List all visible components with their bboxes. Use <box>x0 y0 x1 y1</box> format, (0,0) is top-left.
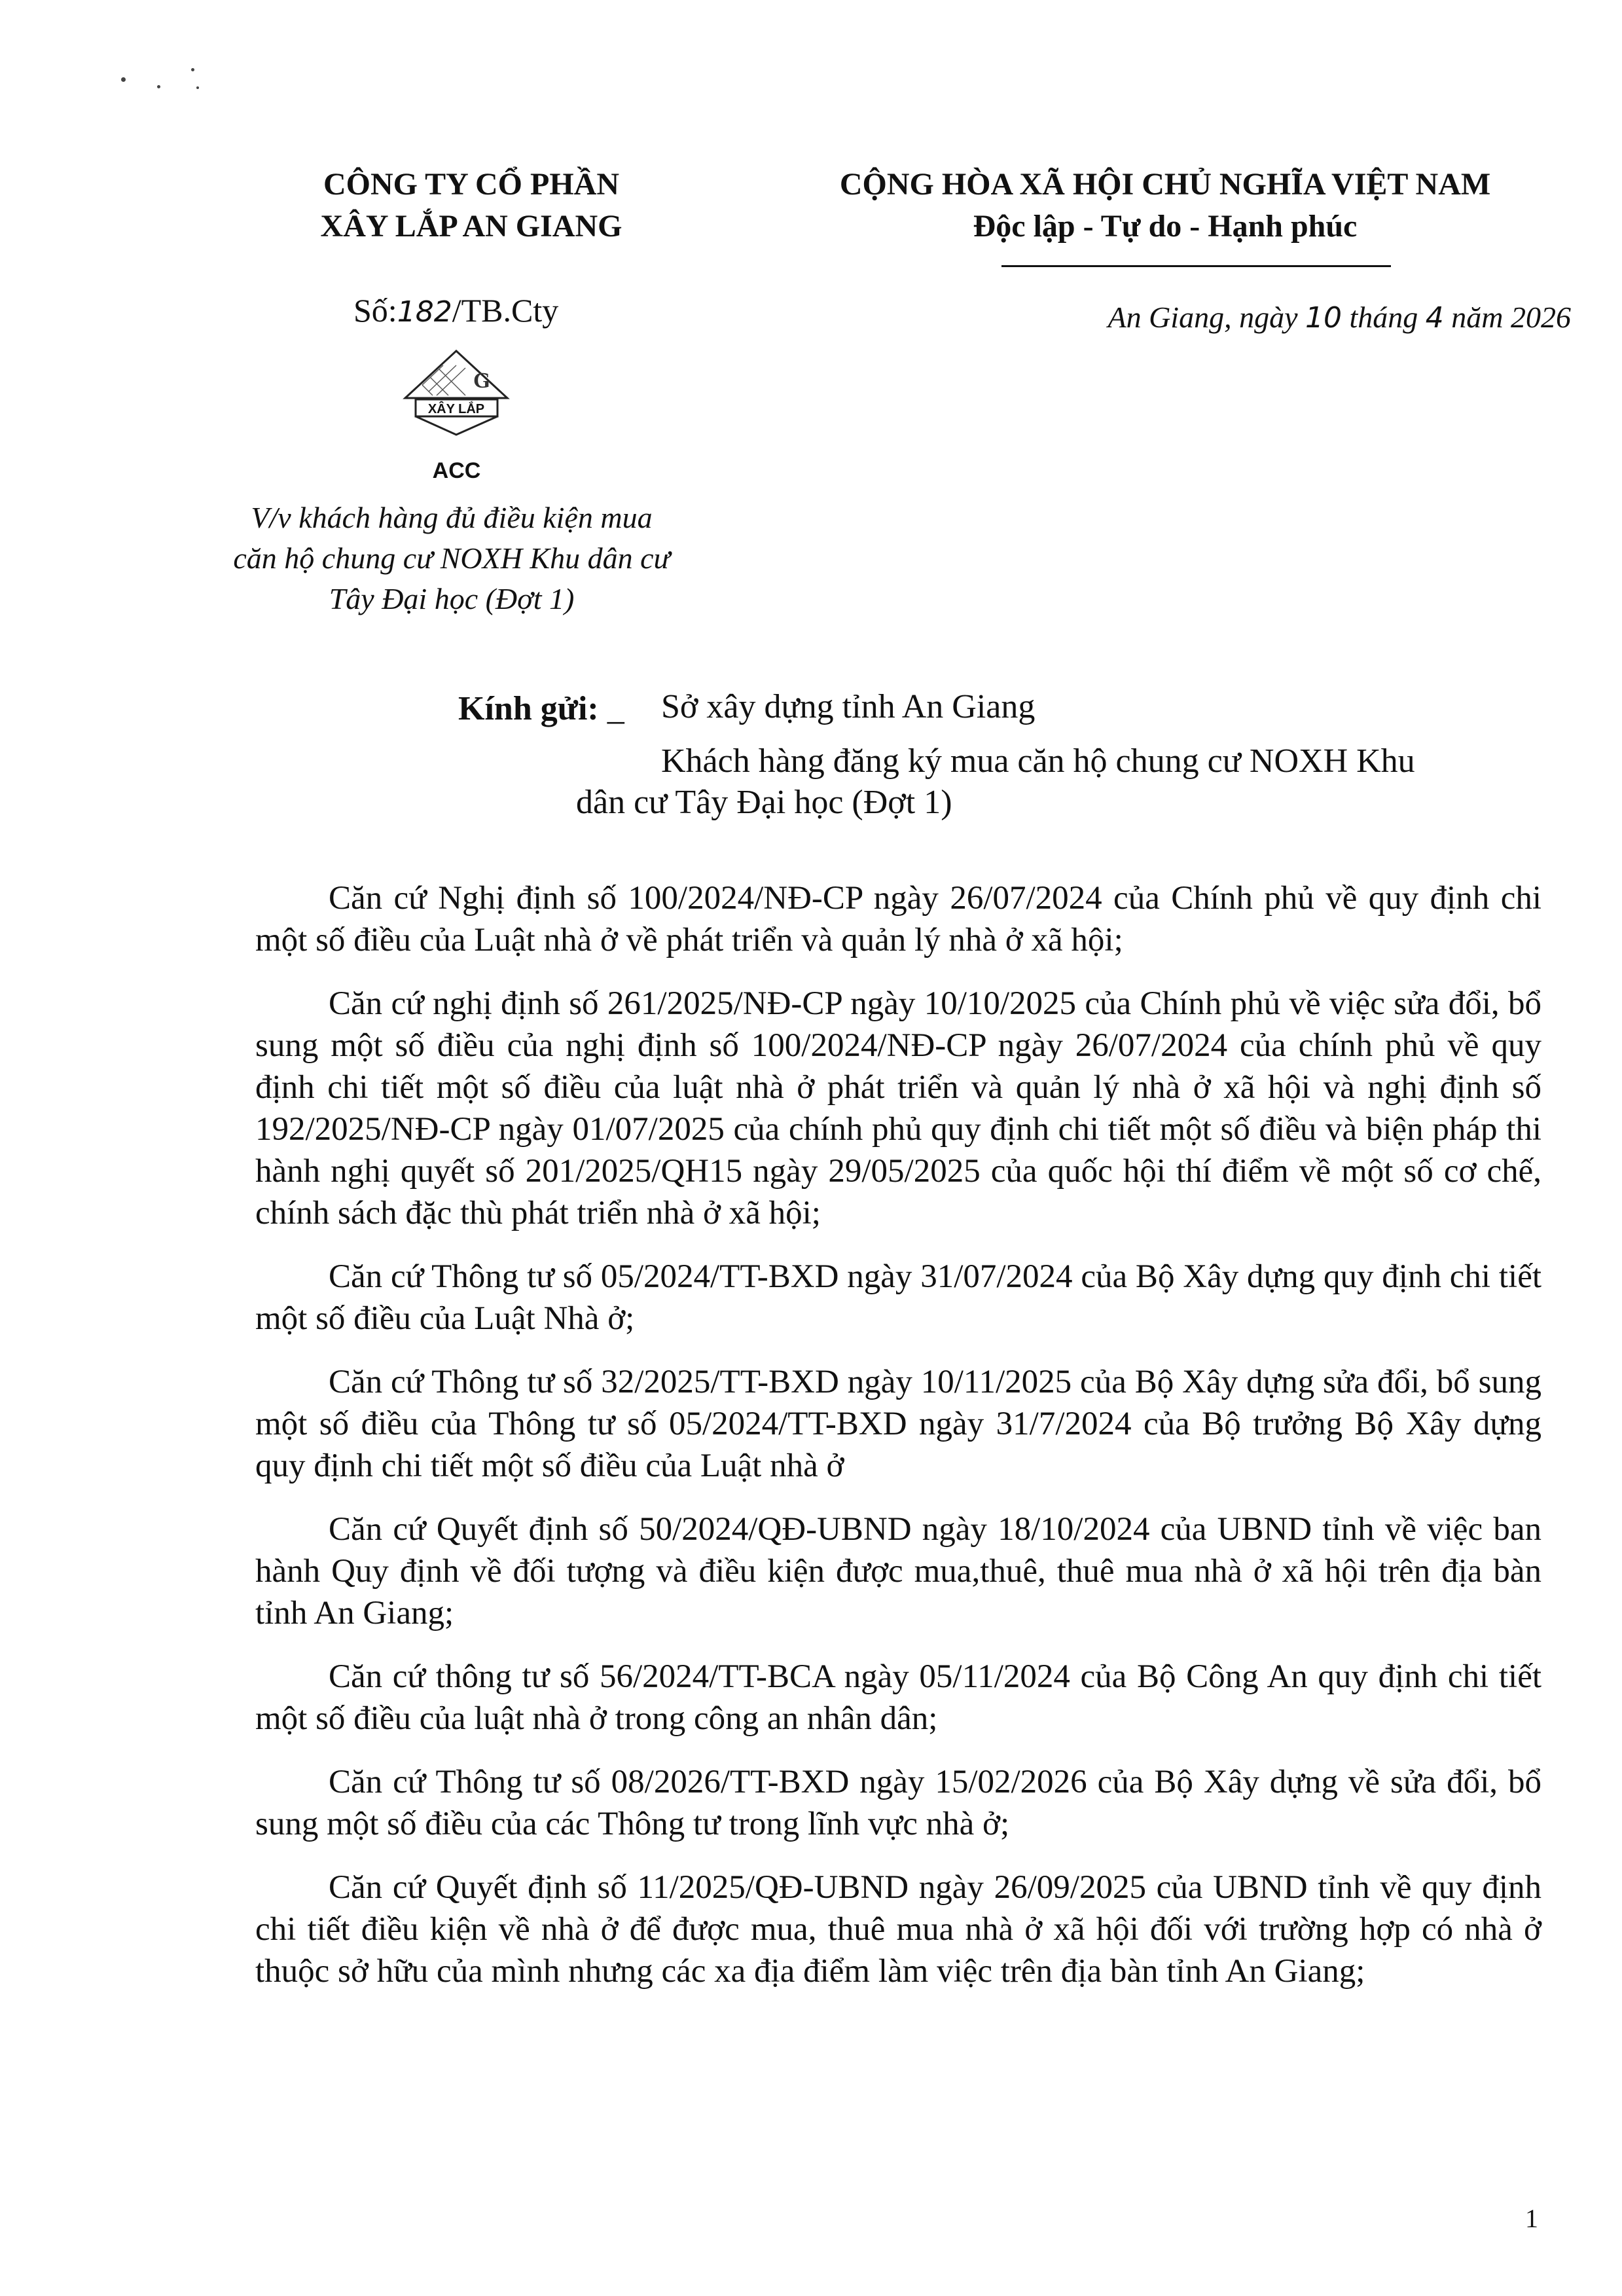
date-day: 10 <box>1305 301 1342 335</box>
page-number: 1 <box>1525 2204 1538 2233</box>
national-header <box>772 164 1558 247</box>
subject-block <box>216 498 687 619</box>
date-year: năm 2026 <box>1443 301 1571 334</box>
recipient-2: Khách hàng đăng ký mua căn hộ chung cư NOXH Khu <box>661 742 1415 780</box>
document-body <box>255 877 1541 2014</box>
legal-basis-paragraph: Căn cứ Nghị định số 100/2024/NĐ-CP ngày 26/07/2024 của Chính phủ về quy định chi một số điều của Luật nhà ở về phát triển và quản lý nhà ở xã hội; <box>255 880 1541 958</box>
national-motto: Độc lập - Tự do - Hạnh phúc <box>973 209 1358 244</box>
motto-underline <box>1001 265 1391 267</box>
legal-basis-paragraph: Căn cứ Quyết định số 50/2024/QĐ-UBND ngày 18/10/2024 của UBND tỉnh về việc ban hành Quy định về đối tượng và điều kiện được mua,thuê, thuê mua nhà ở xã hội trên địa bàn tỉnh An Giang; <box>255 1511 1541 1631</box>
subject-line3: Tây Đại học (Đợt 1) <box>329 582 575 615</box>
company-name <box>262 164 681 247</box>
recipients-label: Kính gửi: <box>458 690 599 727</box>
date-place: An Giang, ngày <box>1108 301 1305 334</box>
national-title: CỘNG HÒA XÃ HỘI CHỦ NGHĨA VIỆT NAM <box>839 167 1491 202</box>
logo-caption: ACC <box>432 458 481 483</box>
date-month-label: tháng <box>1341 301 1426 334</box>
company-logo-icon <box>403 347 511 439</box>
document-number-prefix: Số: <box>353 292 397 329</box>
legal-basis-paragraph: Căn cứ Thông tư số 32/2025/TT-BXD ngày 10/11/2025 của Bộ Xây dựng sửa đổi, bổ sung một số điều của Thông tư số 05/2024/TT-BXD ngày 31/7/2024 của Bộ trưởng Bộ Xây dựng quy định chi tiết một số điều của Luật nhà ở <box>255 1364 1541 1484</box>
legal-basis-paragraph: Căn cứ Thông tư số 05/2024/TT-BXD ngày 31/07/2024 của Bộ Xây dựng quy định chi tiết một số điều của Luật Nhà ở; <box>255 1258 1541 1337</box>
company-name-line2: XÂY LẮP AN GIANG <box>320 209 622 244</box>
recipients-dash: _ <box>598 690 624 727</box>
svg-text:G: G <box>473 369 491 393</box>
recipient-1: Sở xây dựng tỉnh An Giang <box>661 688 1036 725</box>
subject-line1: V/v khách hàng đủ điều kiện mua <box>251 501 653 534</box>
recipient-2-continued: dân cư Tây Đại học (Đợt 1) <box>576 784 952 821</box>
document-number-suffix: /TB.Cty <box>452 292 559 329</box>
legal-basis-paragraph: Căn cứ Thông tư số 08/2026/TT-BXD ngày 15/02/2026 của Bộ Xây dựng về sửa đổi, bổ sung một số điều của các Thông tư trong lĩnh vực nhà ở; <box>255 1764 1541 1842</box>
legal-basis-paragraph: Căn cứ thông tư số 56/2024/TT-BCA ngày 05/11/2024 của Bộ Công An quy định chi tiết một số điều của luật nhà ở trong công an nhân dân; <box>255 1658 1541 1737</box>
subject-line2: căn hộ chung cư NOXH Khu dân cư <box>233 541 670 575</box>
date-month: 4 <box>1425 301 1444 335</box>
legal-basis-paragraph: Căn cứ nghị định số 261/2025/NĐ-CP ngày 10/10/2025 của Chính phủ về việc sửa đổi, bổ sung một số điều của nghị định số 100/2024/NĐ-CP ngày 26/07/2024 của chính phủ về quy định chi tiết một số điều của luật nhà ở phát triển và quản lý nhà ở xã hội và nghị định số 192/2025/NĐ-CP ngày 01/07/2025 của chính phủ quy định chi tiết một số điều và biện pháp thi hành nghị quyết số 201/2025/QH15 ngày 29/05/2025 của quốc hội thí điểm về một số cơ chế, chính sách đặc thù phát triển nhà ở xã hội; <box>255 985 1541 1231</box>
company-name-line1: CÔNG TY CỔ PHẦN <box>323 167 619 202</box>
logo-badge-text: XÂY LẮP <box>427 402 485 416</box>
legal-basis-paragraph: Căn cứ Quyết định số 11/2025/QĐ-UBND ngày 26/09/2025 của UBND tỉnh về quy định chi tiết điều kiện về nhà ở để được mua, thuê mua nhà ở xã hội đối với trường hợp có nhà ở thuộc sở hữu của mình nhưng các xa địa điểm làm việc trên địa bàn tỉnh An Giang; <box>255 1869 1541 1990</box>
document-number <box>353 291 558 329</box>
issue-date <box>1021 300 1571 335</box>
document-number-value: 182 <box>397 295 452 329</box>
